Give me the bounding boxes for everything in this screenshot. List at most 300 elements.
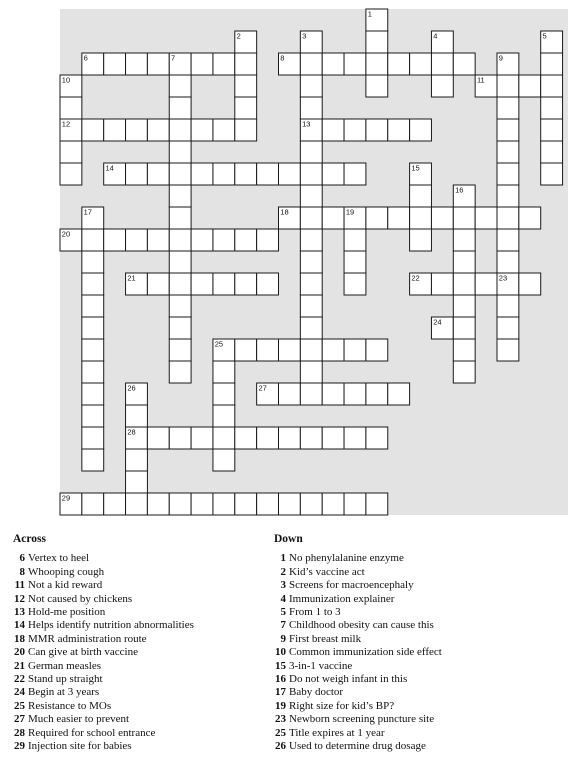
grid-cell[interactable] (191, 229, 213, 251)
clue-number: 5 (280, 606, 286, 619)
grid-cell[interactable] (169, 317, 191, 339)
clue-text: Not a kid reward (28, 579, 103, 592)
grid-cell[interactable] (82, 251, 104, 273)
grid-cell[interactable] (257, 163, 279, 185)
clue-number: 10 (275, 646, 286, 659)
grid-cell[interactable] (82, 383, 104, 405)
grid-cell[interactable] (344, 427, 366, 449)
grid-cell[interactable] (497, 119, 519, 141)
grid-cell[interactable] (300, 141, 322, 163)
across-clue-22 (13, 673, 194, 686)
grid-cell[interactable] (235, 163, 257, 185)
down-clue-19 (274, 700, 442, 713)
grid-cell[interactable] (300, 493, 322, 515)
cell-number: 8 (280, 53, 285, 63)
grid-cell[interactable] (366, 339, 388, 361)
across-clue-6 (13, 552, 194, 565)
grid-cell[interactable] (431, 207, 453, 229)
grid-cell[interactable] (213, 449, 235, 471)
across-heading: Across (13, 533, 47, 545)
down-clue-1 (274, 552, 442, 565)
cell-number: 12 (61, 119, 71, 129)
grid-cell[interactable] (475, 207, 497, 229)
grid-cell[interactable] (169, 207, 191, 229)
grid-cell[interactable] (213, 405, 235, 427)
grid-cell[interactable] (453, 273, 475, 295)
clue-number: 2 (280, 565, 286, 578)
clue-number: 8 (19, 565, 25, 578)
grid-cell[interactable] (257, 427, 279, 449)
grid-cell[interactable] (300, 207, 322, 229)
grid-cell[interactable] (519, 273, 541, 295)
grid-cell[interactable] (126, 119, 148, 141)
down-clue-10 (274, 646, 442, 659)
grid-cell[interactable] (82, 229, 104, 251)
grid-cell[interactable] (322, 493, 344, 515)
cell-number: 16 (455, 185, 464, 195)
clue-text: Common immunization side effect (289, 646, 442, 659)
grid-cell[interactable] (453, 53, 475, 75)
grid-cell[interactable] (497, 251, 519, 273)
grid-cell[interactable] (366, 493, 388, 515)
grid-cell[interactable] (169, 229, 191, 251)
grid-cell[interactable] (366, 207, 388, 229)
cell-number: 5 (542, 31, 547, 41)
clue-text: Screens for macroencephaly (289, 579, 414, 592)
grid-cell[interactable] (191, 119, 213, 141)
grid-cell[interactable] (191, 427, 213, 449)
down-heading: Down (274, 533, 303, 545)
cell-number: 27 (258, 383, 267, 393)
cell-number: 28 (127, 427, 136, 437)
grid-cell[interactable] (104, 229, 126, 251)
cell-number: 4 (433, 31, 438, 41)
clue-number: 25 (14, 699, 25, 712)
grid-cell[interactable] (344, 493, 366, 515)
grid-cell[interactable] (104, 493, 126, 515)
grid-cell[interactable] (147, 229, 169, 251)
grid-cell[interactable] (519, 75, 541, 97)
cell-number: 21 (127, 273, 136, 283)
grid-cell[interactable] (191, 493, 213, 515)
grid-cell[interactable] (82, 427, 104, 449)
grid-cell[interactable] (300, 295, 322, 317)
clue-text: Resistance to MOs (28, 699, 112, 712)
grid-cell[interactable] (344, 339, 366, 361)
grid-cell[interactable] (366, 383, 388, 405)
cell-number: 22 (411, 273, 420, 283)
grid-cell[interactable] (366, 119, 388, 141)
grid-cell[interactable] (169, 295, 191, 317)
grid-cell[interactable] (300, 229, 322, 251)
grid-cell[interactable] (497, 229, 519, 251)
grid-cell[interactable] (257, 229, 279, 251)
clue-text: Used to determine drug dosage (289, 740, 426, 753)
grid-cell[interactable] (497, 295, 519, 317)
grid-cell[interactable] (541, 53, 563, 75)
grid-cell[interactable] (344, 53, 366, 75)
cell-number: 29 (61, 493, 71, 503)
grid-cell[interactable] (366, 427, 388, 449)
grid-cell[interactable] (169, 427, 191, 449)
clue-number: 20 (14, 646, 25, 659)
cell-number: 3 (302, 31, 307, 41)
grid-cell[interactable] (104, 53, 126, 75)
across-clue-18 (13, 633, 194, 646)
grid-cell[interactable] (300, 273, 322, 295)
grid-cell[interactable] (322, 119, 344, 141)
grid-cell[interactable] (82, 119, 104, 141)
cell-number: 6 (83, 53, 88, 63)
grid-cell[interactable] (147, 427, 169, 449)
grid-cell[interactable] (344, 163, 366, 185)
cell-number: 1 (367, 9, 372, 19)
clue-number: 19 (275, 699, 286, 712)
grid-cell[interactable] (82, 339, 104, 361)
clue-number: 12 (14, 592, 25, 605)
clue-number: 26 (275, 740, 286, 753)
grid-cell[interactable] (126, 493, 148, 515)
grid-cell[interactable] (541, 141, 563, 163)
grid-cell[interactable] (388, 383, 410, 405)
across-clue-20 (13, 646, 194, 659)
grid-cell[interactable] (235, 229, 257, 251)
grid-cell[interactable] (344, 251, 366, 273)
grid-cell[interactable] (235, 273, 257, 295)
grid-cell[interactable] (169, 141, 191, 163)
grid-cell[interactable] (453, 361, 475, 383)
clue-number: 27 (14, 713, 25, 726)
grid-cell[interactable] (300, 75, 322, 97)
down-clue-4 (274, 593, 442, 606)
clue-text: Much easier to prevent (28, 713, 130, 726)
clue-text: No phenylalanine enzyme (289, 552, 404, 565)
grid-cell[interactable] (235, 339, 257, 361)
cell-number: 11 (476, 75, 485, 85)
clue-text: 3-in-1 vaccine (289, 659, 353, 672)
grid-cell[interactable] (497, 317, 519, 339)
grid-cell[interactable] (344, 273, 366, 295)
grid-cell[interactable] (191, 273, 213, 295)
grid-cell[interactable] (82, 405, 104, 427)
grid-cell[interactable] (410, 207, 432, 229)
clue-number: 9 (280, 632, 286, 645)
across-clue-28 (13, 727, 194, 740)
grid-cell[interactable] (300, 317, 322, 339)
grid-cell[interactable] (497, 75, 519, 97)
grid-cell[interactable] (126, 405, 148, 427)
grid-cell[interactable] (169, 361, 191, 383)
clue-number: 25 (275, 726, 286, 739)
grid-cell[interactable] (366, 53, 388, 75)
across-clue-14 (13, 619, 194, 632)
across-clue-13 (13, 606, 194, 619)
clue-number: 23 (275, 713, 286, 726)
grid-cell[interactable] (213, 427, 235, 449)
across-clue-11 (13, 579, 194, 592)
grid-cell[interactable] (279, 339, 301, 361)
grid-cell[interactable] (279, 427, 301, 449)
cell-number: 26 (127, 383, 136, 393)
grid-cell[interactable] (453, 317, 475, 339)
grid-cell[interactable] (82, 493, 104, 515)
grid-cell[interactable] (279, 163, 301, 185)
grid-cell[interactable] (169, 119, 191, 141)
clue-text: Right size for kid’s BP? (289, 699, 395, 712)
clue-text: Can give at birth vaccine (28, 646, 138, 659)
grid-cell[interactable] (82, 273, 104, 295)
cell-number: 18 (280, 207, 289, 217)
cell-number: 17 (83, 207, 92, 217)
grid-cell[interactable] (541, 97, 563, 119)
clue-text: Required for school entrance (28, 726, 156, 739)
grid-cell[interactable] (300, 53, 322, 75)
grid-cell[interactable] (169, 185, 191, 207)
cell-number: 10 (61, 75, 71, 85)
grid-cell[interactable] (147, 53, 169, 75)
grid-cell[interactable] (322, 383, 344, 405)
down-clue-25 (274, 727, 442, 740)
clue-text: Do not weigh infant in this (289, 673, 408, 686)
clue-text: Kid’s vaccine act (289, 565, 365, 578)
grid-cell[interactable] (235, 119, 257, 141)
grid-cell[interactable] (191, 163, 213, 185)
grid-cell[interactable] (126, 449, 148, 471)
grid-cell[interactable] (169, 493, 191, 515)
clue-number: 22 (14, 673, 25, 686)
clue-number: 1 (280, 552, 286, 565)
grid-cell[interactable] (191, 53, 213, 75)
clue-text: Stand up straight (28, 673, 103, 686)
grid-cell[interactable] (322, 53, 344, 75)
grid-cell[interactable] (213, 361, 235, 383)
grid-cell[interactable] (497, 141, 519, 163)
grid-cell[interactable] (300, 97, 322, 119)
grid-cell[interactable] (60, 97, 82, 119)
grid-cell[interactable] (497, 339, 519, 361)
grid-cell[interactable] (322, 207, 344, 229)
grid-cell[interactable] (147, 119, 169, 141)
cell-number: 15 (411, 163, 420, 173)
clue-number: 6 (19, 552, 25, 565)
grid-cell[interactable] (126, 53, 148, 75)
clue-number: 16 (275, 673, 286, 686)
cell-number: 2 (236, 31, 241, 41)
clue-text: Not caused by chickens (28, 592, 133, 605)
grid-cell[interactable] (344, 119, 366, 141)
clue-number: 7 (280, 619, 286, 632)
grid-cell[interactable] (300, 339, 322, 361)
grid-cell[interactable] (300, 163, 322, 185)
down-clue-7 (274, 619, 442, 632)
clue-text: First breast milk (289, 632, 362, 645)
grid-cell[interactable] (322, 427, 344, 449)
grid-cell[interactable] (147, 493, 169, 515)
cell-number: 23 (498, 273, 508, 283)
across-clue-29 (13, 740, 194, 753)
clue-text: Whooping cough (28, 565, 105, 578)
grid-cell[interactable] (126, 163, 148, 185)
grid-cell[interactable] (453, 295, 475, 317)
cell-number: 13 (302, 119, 311, 129)
down-clue-9 (274, 633, 442, 646)
grid-cell[interactable] (147, 273, 169, 295)
grid-cell[interactable] (519, 207, 541, 229)
grid-cell[interactable] (235, 53, 257, 75)
clue-text: Vertex to heel (28, 552, 90, 565)
grid-cell[interactable] (453, 251, 475, 273)
grid-cell[interactable] (475, 273, 497, 295)
grid-cell[interactable] (497, 163, 519, 185)
down-clue-3 (274, 579, 442, 592)
grid-cell[interactable] (169, 163, 191, 185)
clue-text: Injection site for babies (28, 740, 132, 753)
grid-cell[interactable] (300, 383, 322, 405)
grid-cell[interactable] (300, 427, 322, 449)
grid-cell[interactable] (279, 493, 301, 515)
clue-number: 24 (14, 686, 25, 699)
across-clues (13, 533, 194, 754)
grid-cell[interactable] (60, 163, 82, 185)
clue-number: 21 (14, 659, 25, 672)
clue-number: 11 (14, 579, 25, 592)
clue-number: 15 (275, 659, 286, 672)
grid-cell[interactable] (453, 229, 475, 251)
grid-cell[interactable] (453, 339, 475, 361)
grid-cell[interactable] (322, 163, 344, 185)
grid-cell[interactable] (213, 119, 235, 141)
grid-cell[interactable] (431, 273, 453, 295)
grid-cell[interactable] (257, 493, 279, 515)
down-clue-26 (274, 740, 442, 753)
grid-cell[interactable] (147, 163, 169, 185)
across-clue-21 (13, 660, 194, 673)
grid-cell[interactable] (213, 163, 235, 185)
grid-cell[interactable] (388, 53, 410, 75)
cell-number: 9 (498, 53, 503, 63)
down-clue-16 (274, 673, 442, 686)
clue-text: Immunization explainer (289, 592, 395, 605)
clue-text: Newborn screening puncture site (289, 713, 435, 726)
grid-cell[interactable] (388, 119, 410, 141)
across-clue-12 (13, 593, 194, 606)
grid-cell[interactable] (366, 75, 388, 97)
clue-number: 13 (14, 606, 25, 619)
grid-cell[interactable] (235, 493, 257, 515)
grid-cell[interactable] (213, 273, 235, 295)
grid-cell[interactable] (213, 493, 235, 515)
grid-cell[interactable] (431, 53, 453, 75)
grid-cell[interactable] (235, 97, 257, 119)
grid-cell[interactable] (126, 471, 148, 493)
down-clues (274, 533, 442, 754)
grid-cell[interactable] (82, 361, 104, 383)
cell-number: 14 (105, 163, 114, 173)
grid-cell[interactable] (453, 207, 475, 229)
grid-cell[interactable] (104, 119, 126, 141)
clue-number: 29 (14, 740, 25, 753)
across-clue-25 (13, 700, 194, 713)
grid-cell[interactable] (213, 229, 235, 251)
grid-cell[interactable] (541, 119, 563, 141)
grid-cell[interactable] (497, 97, 519, 119)
grid-cell[interactable] (366, 31, 388, 53)
down-clue-2 (274, 566, 442, 579)
across-clue-8 (13, 566, 194, 579)
grid-cell[interactable] (541, 75, 563, 97)
grid-cell[interactable] (257, 273, 279, 295)
clue-text: Title expires at 1 year (289, 726, 385, 739)
grid-cell[interactable] (235, 427, 257, 449)
clue-number: 3 (280, 579, 286, 592)
grid-cell[interactable] (169, 339, 191, 361)
grid-cell[interactable] (169, 273, 191, 295)
grid-cell[interactable] (410, 229, 432, 251)
grid-cell[interactable] (60, 141, 82, 163)
grid-cell[interactable] (82, 317, 104, 339)
cell-number: 25 (214, 339, 224, 349)
grid-cell[interactable] (235, 75, 257, 97)
grid-cell[interactable] (213, 53, 235, 75)
across-clue-24 (13, 686, 194, 699)
clue-number: 14 (14, 619, 25, 632)
cell-number: 7 (171, 53, 176, 63)
grid-cell[interactable] (213, 383, 235, 405)
grid-cell[interactable] (497, 185, 519, 207)
grid-cell[interactable] (300, 361, 322, 383)
grid-cell[interactable] (169, 97, 191, 119)
clue-text: Helps identify nutrition abnormalities (28, 619, 194, 632)
grid-cell[interactable] (344, 229, 366, 251)
grid-cell[interactable] (82, 449, 104, 471)
grid-cell[interactable] (541, 163, 563, 185)
grid-cell[interactable] (322, 339, 344, 361)
grid-cell[interactable] (410, 119, 432, 141)
down-clue-15 (274, 660, 442, 673)
grid-cell[interactable] (169, 251, 191, 273)
grid-cell[interactable] (300, 251, 322, 273)
down-clue-23 (274, 713, 442, 726)
clue-number: 28 (14, 726, 25, 739)
across-clue-27 (13, 713, 194, 726)
grid-cell[interactable] (82, 295, 104, 317)
grid-cell[interactable] (388, 207, 410, 229)
clue-number: 17 (275, 686, 286, 699)
clue-text: Baby doctor (289, 686, 344, 699)
clue-number: 18 (14, 632, 25, 645)
clue-number: 4 (280, 592, 286, 605)
grid-cell[interactable] (279, 383, 301, 405)
grid-cell[interactable] (410, 53, 432, 75)
grid-cell[interactable] (126, 229, 148, 251)
clue-text: Childhood obesity can cause this (289, 619, 434, 632)
grid-cell[interactable] (431, 75, 453, 97)
clue-text: Begin at 3 years (28, 686, 100, 699)
grid-cell[interactable] (169, 75, 191, 97)
grid-cell[interactable] (257, 339, 279, 361)
cell-number: 24 (433, 317, 442, 327)
down-clue-5 (274, 606, 442, 619)
grid-cell[interactable] (344, 383, 366, 405)
clue-text: From 1 to 3 (289, 606, 341, 619)
cell-number: 19 (345, 207, 355, 217)
grid-cell[interactable] (300, 185, 322, 207)
grid-cell[interactable] (410, 185, 432, 207)
down-clue-17 (274, 686, 442, 699)
clue-text: Hold-me position (28, 606, 106, 619)
clue-text: MMR administration route (28, 632, 147, 645)
grid-cell[interactable] (497, 207, 519, 229)
